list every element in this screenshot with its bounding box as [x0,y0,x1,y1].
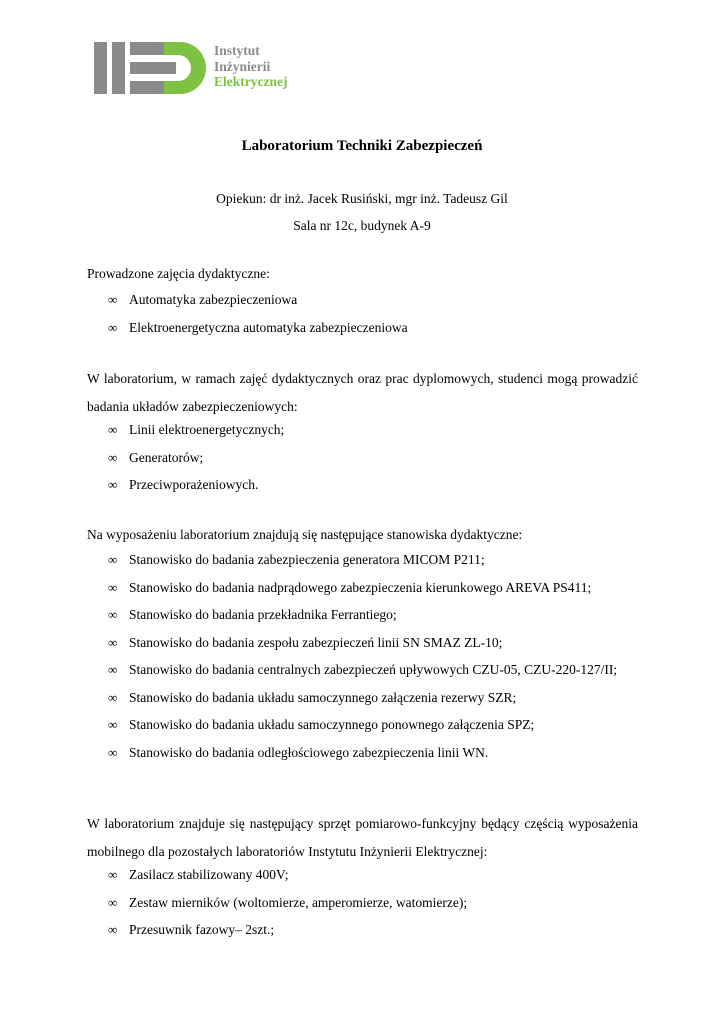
list-item-text: Stanowisko do badania odległościowego zabezpieczenia linii WN. [129,744,489,760]
logo-line-elektrycznej: Elektrycznej [214,74,288,89]
list-item [108,684,638,712]
infinity-bullet-icon: ∞ [108,319,118,335]
infinity-bullet-icon: ∞ [108,449,118,465]
list-item-text: Stanowisko do badania układu samoczynnego ponownego załączenia SPZ; [129,717,535,732]
list-item-text: Elektroenergetyczna automatyka zabezpieczeniowa [129,319,408,335]
list-item [108,416,638,444]
equipment-intro: W laboratorium znajduje się następujący sprzęt pomiarowo-funkcyjny będący częścią wyposażenia mobilnego dla pozostałych laboratoriów Instytutu Inżynierii Elektrycznej: [87,816,638,859]
logo-line-instytut: Instytut [214,43,260,58]
institute-logo [94,42,314,96]
supervisor-line: Opiekun: dr inż. Jacek Rusiński, mgr inż. Tadeusz Gil [216,191,508,206]
list-item [108,739,638,767]
list-item-text: Przeciwporażeniowych. [129,477,259,492]
logo-line-inzynierii: Inżynierii [214,58,271,74]
list-item [108,444,638,472]
courses-list [108,286,638,341]
iie-logo-mark-icon [94,42,210,96]
infinity-bullet-icon: ∞ [108,689,118,705]
list-item [108,656,638,684]
equipment-list [108,861,638,944]
page-title: Laboratorium Techniki Zabezpieczeń [241,138,483,154]
infinity-bullet-icon: ∞ [108,717,118,732]
list-item [108,889,638,917]
list-item [108,471,638,499]
logo-wordmark [214,43,287,90]
list-item [108,861,638,889]
stations-intro: Na wyposażeniu laboratorium znajdują się następujące stanowiska dydaktyczne: [87,527,523,542]
courses-intro: Prowadzone zajęcia dydaktyczne: [87,266,270,281]
list-item-text: Stanowisko do badania zespołu zabezpieczeń linii SN SMAZ ZL-10; [129,634,503,650]
list-item-text: Zasilacz stabilizowany 400V; [129,867,289,882]
research-intro: W laboratorium, w ramach zajęć dydaktycznych oraz prac dyplomowych, studenci mogą prowadzić badania układów zabezpieczeniowych: [87,371,638,414]
infinity-bullet-icon: ∞ [108,922,118,937]
list-item [108,601,638,629]
list-item [108,286,638,314]
infinity-bullet-icon: ∞ [108,477,118,492]
list-item [108,916,638,944]
list-item [108,546,638,574]
infinity-bullet-icon: ∞ [108,292,118,307]
list-item [108,711,638,739]
infinity-bullet-icon: ∞ [108,662,118,677]
infinity-bullet-icon: ∞ [108,894,118,910]
stations-list [108,546,638,766]
infinity-bullet-icon: ∞ [108,634,118,650]
infinity-bullet-icon: ∞ [108,579,118,595]
list-item-text: Automatyka zabezpieczeniowa [129,292,298,307]
list-item-text: Generatorów; [129,449,204,465]
list-item [108,629,638,657]
list-item-text: Stanowisko do badania przekładnika Ferrantiego; [129,607,397,622]
list-item-text: Linii elektroenergetycznych; [129,422,285,437]
infinity-bullet-icon: ∞ [108,552,118,567]
infinity-bullet-icon: ∞ [108,422,118,437]
infinity-bullet-icon: ∞ [108,607,118,622]
list-item [108,574,638,602]
list-item [108,314,638,342]
list-item-text: Stanowisko do badania układu samoczynnego załączenia rezerwy SZR; [129,689,517,705]
infinity-bullet-icon: ∞ [108,744,118,760]
list-item-text: Przesuwnik fazowy– 2szt.; [129,922,275,937]
room-line: Sala nr 12c, budynek A-9 [293,218,431,233]
list-item-text: Stanowisko do badania nadprądowego zabezpieczenia kierunkowego AREVA PS411; [129,579,592,595]
list-item-text: Stanowisko do badania zabezpieczenia generatora MICOM P211; [129,552,485,567]
research-list [108,416,638,499]
list-item-text: Stanowisko do badania centralnych zabezpieczeń upływowych CZU-05, CZU-220-127/II; [129,662,618,677]
list-item-text: Zestaw mierników (woltomierze, amperomierze, watomierze); [129,894,468,910]
infinity-bullet-icon: ∞ [108,867,118,882]
